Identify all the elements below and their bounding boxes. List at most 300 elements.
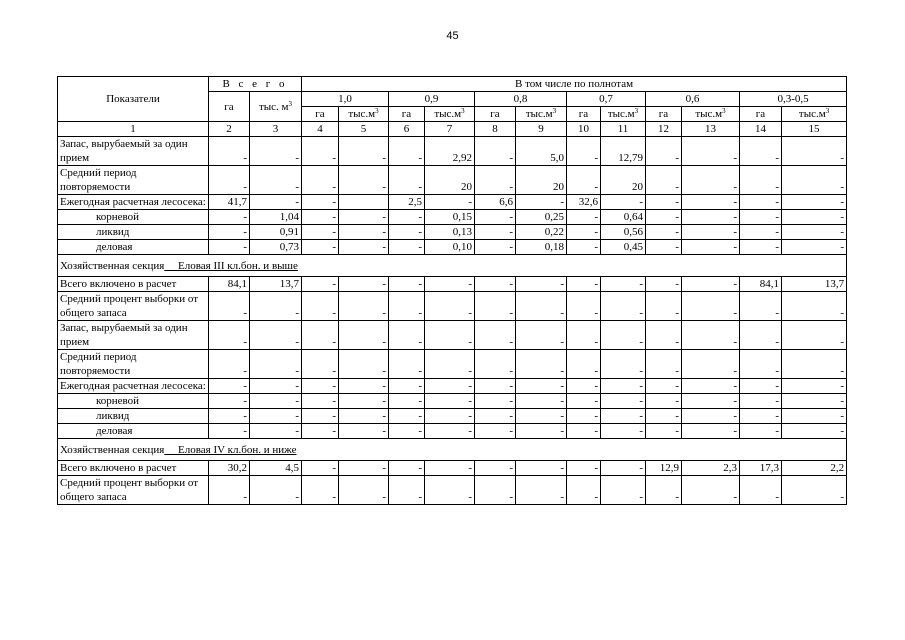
table-cell: -	[302, 379, 339, 394]
table-row	[58, 166, 847, 195]
table-cell: 0,10	[425, 240, 475, 255]
table-cell: -	[302, 476, 339, 505]
table-cell: -	[682, 240, 740, 255]
table-cell: -	[646, 350, 682, 379]
column-number: 14	[740, 122, 782, 137]
by-density-header: В том числе по полнотам	[302, 77, 847, 92]
table-cell: -	[475, 321, 516, 350]
table-cell: -	[339, 379, 389, 394]
table-cell: -	[250, 321, 302, 350]
row-label: Средний период повторяемости	[58, 350, 209, 379]
table-cell: -	[389, 240, 425, 255]
table-cell: -	[302, 350, 339, 379]
table-cell: -	[425, 350, 475, 379]
table-cell: 2,2	[782, 461, 847, 476]
table-cell: 12,9	[646, 461, 682, 476]
table-cell: -	[389, 461, 425, 476]
section-row	[58, 439, 847, 461]
table-cell: -	[740, 240, 782, 255]
table-cell: -	[250, 292, 302, 321]
table-row	[58, 137, 847, 166]
table-cell: -	[682, 210, 740, 225]
column-number: 10	[567, 122, 601, 137]
table-cell: -	[567, 461, 601, 476]
table-cell: -	[740, 350, 782, 379]
row-label: Ежегодная расчетная лесосека:	[58, 379, 209, 394]
table-cell: -	[740, 476, 782, 505]
table-cell: -	[646, 292, 682, 321]
table-cell: -	[646, 379, 682, 394]
density-0-3-0-5-header: 0,3-0,5	[740, 92, 847, 107]
table-cell: -	[601, 461, 646, 476]
table-cell: -	[302, 166, 339, 195]
table-cell: 41,7	[209, 195, 250, 210]
table-cell: 20	[425, 166, 475, 195]
table-cell: -	[740, 394, 782, 409]
section-name: Еловая III кл.бон. и выше	[178, 260, 298, 272]
table-cell: -	[339, 476, 389, 505]
table-cell: -	[567, 350, 601, 379]
table-cell: -	[475, 424, 516, 439]
table-cell: -	[567, 321, 601, 350]
table-row	[58, 321, 847, 350]
table-cell: -	[339, 210, 389, 225]
table-cell: -	[209, 137, 250, 166]
table-cell: -	[389, 350, 425, 379]
table-row	[58, 424, 847, 439]
table-cell: -	[209, 225, 250, 240]
table-cell: -	[646, 210, 682, 225]
table-cell: -	[475, 240, 516, 255]
row-label: Средний процент выборки от общего запаса	[58, 476, 209, 505]
table-cell: -	[516, 292, 567, 321]
table-cell: 0,25	[516, 210, 567, 225]
table-cell: -	[567, 409, 601, 424]
table-cell: 0,13	[425, 225, 475, 240]
table-cell: -	[646, 424, 682, 439]
column-number: 3	[250, 122, 302, 137]
table-cell: -	[646, 277, 682, 292]
table-cell: 84,1	[209, 277, 250, 292]
table-cell: 2,3	[682, 461, 740, 476]
table-cell: -	[475, 350, 516, 379]
table-cell: -	[567, 476, 601, 505]
table-row	[58, 476, 847, 505]
column-number: 13	[682, 122, 740, 137]
table-cell: -	[601, 292, 646, 321]
table-cell: -	[567, 424, 601, 439]
table-cell: -	[567, 240, 601, 255]
table-cell: -	[339, 137, 389, 166]
section-row	[58, 255, 847, 277]
table-cell: -	[425, 292, 475, 321]
table-cell: -	[475, 409, 516, 424]
table-cell: -	[425, 476, 475, 505]
unit-volume-header: $тыс.м^3$	[601, 107, 646, 122]
table-cell: -	[209, 292, 250, 321]
section-label: Хозяйственная секция	[60, 444, 165, 456]
table-cell: -	[339, 225, 389, 240]
table-cell: -	[601, 394, 646, 409]
table-cell: -	[682, 292, 740, 321]
table-cell: -	[516, 277, 567, 292]
unit-volume-header: $тыс.м^3$	[516, 107, 567, 122]
table-cell: -	[302, 210, 339, 225]
table-cell: -	[475, 137, 516, 166]
table-cell: -	[475, 292, 516, 321]
table-cell: -	[209, 240, 250, 255]
column-number: 12	[646, 122, 682, 137]
table-cell: -	[740, 137, 782, 166]
row-label: корневой	[58, 210, 209, 225]
table-cell: -	[209, 409, 250, 424]
table-cell: -	[516, 409, 567, 424]
table-cell: -	[682, 321, 740, 350]
table-cell: 2,92	[425, 137, 475, 166]
table-cell: -	[389, 321, 425, 350]
table-cell: -	[250, 379, 302, 394]
column-number: 15	[782, 122, 847, 137]
table-cell: -	[782, 379, 847, 394]
table-cell: -	[567, 277, 601, 292]
table-cell: -	[567, 166, 601, 195]
table-cell: -	[682, 166, 740, 195]
table-cell: -	[567, 292, 601, 321]
table-cell: 84,1	[740, 277, 782, 292]
table-cell: 13,7	[250, 277, 302, 292]
table-cell: -	[516, 424, 567, 439]
density-0-6-header: 0,6	[646, 92, 740, 107]
unit-ha-header: га	[302, 107, 339, 122]
table-cell: -	[782, 137, 847, 166]
page-number: 45	[446, 30, 459, 42]
table-cell: -	[646, 240, 682, 255]
column-number: 7	[425, 122, 475, 137]
table-cell: -	[389, 210, 425, 225]
table-cell: -	[567, 394, 601, 409]
table-cell: -	[740, 225, 782, 240]
table-cell: -	[682, 350, 740, 379]
unit-ha-header: га	[475, 107, 516, 122]
table-cell: -	[601, 321, 646, 350]
table-cell: -	[475, 166, 516, 195]
table-cell: -	[740, 379, 782, 394]
column-number: 2	[209, 122, 250, 137]
table-cell: -	[601, 409, 646, 424]
table-cell: 13,7	[782, 277, 847, 292]
table-cell: -	[516, 321, 567, 350]
row-label: Запас, вырубаемый за один прием	[58, 321, 209, 350]
table-cell: -	[425, 461, 475, 476]
forest-cut-table	[57, 76, 847, 505]
table-row	[58, 210, 847, 225]
row-label: Запас, вырубаемый за один прием	[58, 137, 209, 166]
table-cell: -	[516, 476, 567, 505]
table-cell: -	[209, 424, 250, 439]
table-cell: -	[389, 277, 425, 292]
table-cell: -	[389, 409, 425, 424]
column-number: 9	[516, 122, 567, 137]
table-cell: -	[782, 424, 847, 439]
section-heading	[58, 255, 847, 277]
table-cell: -	[302, 292, 339, 321]
table-cell: -	[250, 409, 302, 424]
table-cell: -	[389, 424, 425, 439]
table-cell: 0,73	[250, 240, 302, 255]
table-cell: -	[302, 321, 339, 350]
table-cell: -	[250, 166, 302, 195]
table-cell: -	[682, 409, 740, 424]
table-cell: -	[250, 350, 302, 379]
table-cell: -	[339, 277, 389, 292]
column-number: 5	[339, 122, 389, 137]
table-cell: -	[782, 394, 847, 409]
table-cell: -	[425, 409, 475, 424]
table-cell: 0,15	[425, 210, 475, 225]
table-cell: -	[601, 476, 646, 505]
table-cell: -	[782, 350, 847, 379]
table-cell: -	[302, 240, 339, 255]
density-0-8-header: 0,8	[475, 92, 567, 107]
table-cell: -	[782, 240, 847, 255]
table-cell: -	[302, 277, 339, 292]
table-cell: -	[302, 409, 339, 424]
table-cell: -	[389, 225, 425, 240]
table-cell: -	[339, 350, 389, 379]
table-cell: -	[250, 476, 302, 505]
unit-volume-header: $тыс.м^3$	[425, 107, 475, 122]
density-1-0-header: 1,0	[302, 92, 389, 107]
table-cell: -	[209, 379, 250, 394]
table-cell: -	[740, 195, 782, 210]
table-cell: -	[601, 379, 646, 394]
table-cell: -	[425, 424, 475, 439]
table-cell: -	[601, 277, 646, 292]
row-label: корневой	[58, 394, 209, 409]
table-cell: -	[339, 166, 389, 195]
table-cell: -	[209, 394, 250, 409]
table-cell: -	[339, 321, 389, 350]
row-label: Ежегодная расчетная лесосека:	[58, 195, 209, 210]
table-cell: -	[682, 225, 740, 240]
table-cell: -	[646, 476, 682, 505]
table-cell: -	[475, 379, 516, 394]
table-cell: -	[339, 394, 389, 409]
table-cell: -	[209, 166, 250, 195]
indicators-header: Показатели	[58, 77, 209, 122]
table-cell: -	[740, 292, 782, 321]
table-cell: -	[209, 321, 250, 350]
table-cell: -	[389, 292, 425, 321]
table-cell: -	[302, 137, 339, 166]
table-cell: -	[740, 166, 782, 195]
table-cell: -	[646, 225, 682, 240]
table-cell: 5,0	[516, 137, 567, 166]
table-cell: -	[646, 321, 682, 350]
table-cell: -	[475, 225, 516, 240]
table-cell: -	[339, 461, 389, 476]
table-cell: 17,3	[740, 461, 782, 476]
table-cell: 1,04	[250, 210, 302, 225]
table-cell: -	[425, 195, 475, 210]
table-cell: -	[475, 394, 516, 409]
table-cell: -	[740, 210, 782, 225]
table-cell: -	[740, 409, 782, 424]
table-cell: -	[516, 350, 567, 379]
table-cell: 0,56	[601, 225, 646, 240]
table-row	[58, 350, 847, 379]
table-cell: -	[782, 409, 847, 424]
table-cell: -	[302, 195, 339, 210]
table-cell: -	[782, 476, 847, 505]
row-label: Средний процент выборки от общего запаса	[58, 292, 209, 321]
unit-volume-header: $тыс.м^3$	[682, 107, 740, 122]
table-cell: -	[475, 277, 516, 292]
table-cell: -	[682, 379, 740, 394]
section-label: Хозяйственная секция	[60, 260, 165, 272]
table-cell: -	[516, 379, 567, 394]
table-cell: -	[339, 424, 389, 439]
table-cell: -	[682, 137, 740, 166]
table-cell: -	[209, 350, 250, 379]
table-cell: -	[339, 292, 389, 321]
table-cell: -	[567, 225, 601, 240]
table-cell: 2,5	[389, 195, 425, 210]
table-cell: -	[302, 225, 339, 240]
table-cell: -	[567, 137, 601, 166]
table-cell: -	[389, 379, 425, 394]
table-cell: 4,5	[250, 461, 302, 476]
table-cell: -	[516, 394, 567, 409]
table-cell: 32,6	[567, 195, 601, 210]
unit-ha-header: га	[646, 107, 682, 122]
table-row	[58, 461, 847, 476]
table-cell: -	[302, 394, 339, 409]
table-cell: -	[250, 195, 302, 210]
table-cell: -	[425, 321, 475, 350]
table-cell: -	[601, 195, 646, 210]
table-cell: -	[516, 461, 567, 476]
unit-volume-header: $тыс.м^3$	[339, 107, 389, 122]
table-cell: 0,18	[516, 240, 567, 255]
section-name: Еловая IV кл.бон. и ниже	[178, 444, 297, 456]
section-heading	[58, 439, 847, 461]
table-cell: -	[339, 409, 389, 424]
table-cell: -	[389, 476, 425, 505]
table-cell: -	[339, 240, 389, 255]
table-cell: 0,91	[250, 225, 302, 240]
table-cell: 0,45	[601, 240, 646, 255]
table-cell: -	[601, 350, 646, 379]
column-number: 6	[389, 122, 425, 137]
column-number: 1	[58, 122, 209, 137]
table-row	[58, 240, 847, 255]
table-cell: -	[567, 379, 601, 394]
density-0-7-header: 0,7	[567, 92, 646, 107]
table-cell: -	[475, 461, 516, 476]
table-cell: -	[782, 210, 847, 225]
table-cell: 12,79	[601, 137, 646, 166]
column-number: 4	[302, 122, 339, 137]
table-cell: -	[250, 424, 302, 439]
table-cell: -	[740, 321, 782, 350]
table-cell: -	[646, 166, 682, 195]
column-number: 11	[601, 122, 646, 137]
table-cell: 20	[601, 166, 646, 195]
column-number: 8	[475, 122, 516, 137]
table-cell: -	[682, 424, 740, 439]
table-cell: -	[567, 210, 601, 225]
table-row	[58, 292, 847, 321]
table-cell: -	[682, 394, 740, 409]
table-cell: -	[516, 195, 567, 210]
row-label: ликвид	[58, 409, 209, 424]
table-row	[58, 379, 847, 394]
unit-ha-header: га	[389, 107, 425, 122]
row-label: Всего включено в расчет	[58, 461, 209, 476]
table-cell: -	[782, 166, 847, 195]
table-cell: -	[782, 292, 847, 321]
table-cell: 30,2	[209, 461, 250, 476]
table-cell: -	[425, 394, 475, 409]
table-cell: -	[389, 166, 425, 195]
unit-ha-header: га	[740, 107, 782, 122]
unit-volume-header: $тыс.м^3$	[782, 107, 847, 122]
unit-ha-header: га	[567, 107, 601, 122]
table-row	[58, 195, 847, 210]
table-cell: -	[250, 394, 302, 409]
table-cell: -	[475, 476, 516, 505]
table-cell: 0,22	[516, 225, 567, 240]
table-cell: -	[209, 476, 250, 505]
table-cell: -	[389, 137, 425, 166]
table-cell: 6,6	[475, 195, 516, 210]
total-volume-header: тыс. $м^3$	[250, 92, 302, 122]
table-cell: -	[425, 277, 475, 292]
row-label: деловая	[58, 240, 209, 255]
density-0-9-header: 0,9	[389, 92, 475, 107]
table-cell: -	[682, 277, 740, 292]
table-cell: -	[389, 394, 425, 409]
table-cell: -	[302, 424, 339, 439]
table-cell: -	[646, 409, 682, 424]
table-cell: -	[682, 195, 740, 210]
table-cell: -	[782, 195, 847, 210]
table-cell: 0,64	[601, 210, 646, 225]
table-cell: -	[646, 137, 682, 166]
table-cell: -	[425, 379, 475, 394]
table-cell	[339, 195, 389, 210]
table-cell: -	[646, 394, 682, 409]
row-label: Средний период повторяемости	[58, 166, 209, 195]
table-row	[58, 394, 847, 409]
table-cell: -	[302, 461, 339, 476]
table-cell: -	[646, 195, 682, 210]
table-cell: -	[740, 424, 782, 439]
row-label: ликвид	[58, 225, 209, 240]
table-cell: -	[782, 321, 847, 350]
row-label: деловая	[58, 424, 209, 439]
table-cell: 20	[516, 166, 567, 195]
table-cell: -	[782, 225, 847, 240]
table-cell: -	[601, 424, 646, 439]
total-ha-header: га	[209, 92, 250, 122]
table-cell: -	[209, 210, 250, 225]
table-row	[58, 409, 847, 424]
total-header: В с е г о	[209, 77, 302, 92]
table-cell: -	[475, 210, 516, 225]
table-row	[58, 225, 847, 240]
